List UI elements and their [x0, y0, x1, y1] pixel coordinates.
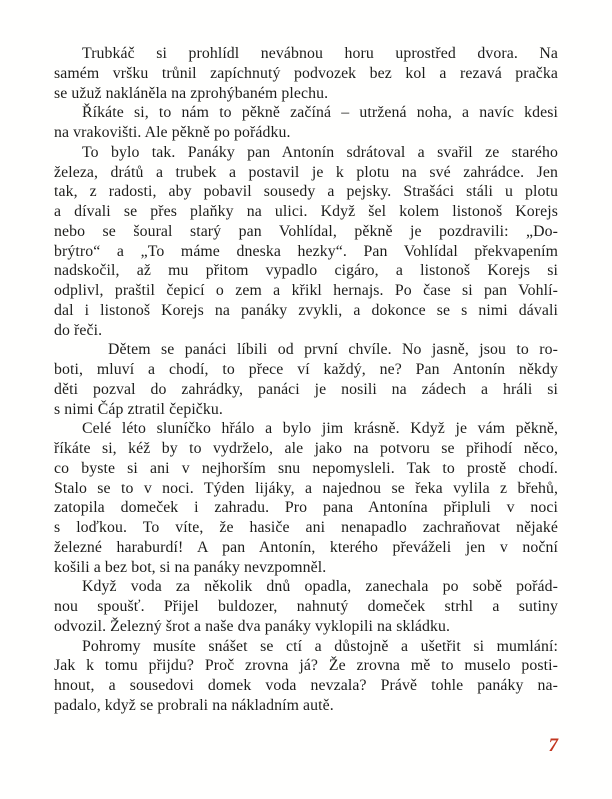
text-line: samém vršku trůnil zapíchnutý podvozek bez kol a rezavá pračka — [54, 64, 558, 82]
text-line: Celé léto sluníčko hřálo a bylo jim krásně. Když je vám pěkně, — [82, 420, 558, 438]
text-line: zatopila domeček i zahradu. Pro pana Antonína připluli v noci — [54, 499, 558, 517]
paragraph — [54, 419, 558, 577]
text-line: tak, z radosti, aby pobavil sousedy a pejsky. Strašáci stáli u plotu — [54, 183, 558, 201]
text-line: hnout, a sousedovi domek voda nevzala? Právě tohle panáky na- — [54, 677, 558, 694]
text-line: brýtro“ a „To máme dneska hezky“. Pan Vohlídal překvapením — [54, 242, 558, 260]
text-line: s nimi Čáp ztratil čepičku. — [54, 400, 223, 418]
page-number: 7 — [548, 735, 558, 756]
text-line: padalo, když se probrali na nákladním autě. — [54, 696, 334, 714]
text-line: dal i listonoš Korejs na panáky zvykli, a dokonce se s nimi dávali — [54, 301, 558, 319]
text-line: nebo se šoural starý pan Vohlídal, pěkně je pozdravili: „Do- — [54, 222, 558, 240]
text-line: a dívali se přes plaňky na ulici. Když šel kolem listonoš Korejs — [54, 203, 558, 220]
text-line: co byste si ani v nejhorším snu nepomysleli. Tak to prostě chodí. — [54, 459, 558, 477]
paragraph — [54, 103, 558, 143]
text-line: odplivl, praštil čepicí o zem a křikl hernajs. Po čase si pan Vohlí- — [54, 282, 558, 299]
text-line: To bylo tak. Panáky pan Antonín sdrátoval a svařil ze starého — [82, 143, 558, 161]
text-line: říkáte si, kéž by to vydrželo, ale jako na potvoru se přihodí něco, — [54, 440, 558, 457]
text-line: Říkáte si, to nám to pěkně začíná – utržená noha, a navíc kdesi — [82, 104, 558, 122]
text-line: Pohromy musíte snášet se ctí a důstojně a ušetřit si mumlání: — [82, 637, 558, 655]
text-line: s loďkou. To víte, že hasiče ani nenapadlo zachraňovat nějaké — [54, 519, 558, 536]
text-line: železa, drátů a trubek a postavil je k plotu na své zahrádce. Jen — [54, 163, 558, 181]
text-line: železné haraburdí! A pan Antonín, kterého převáželi jen v noční — [54, 538, 558, 556]
text-block — [54, 44, 558, 716]
text-line: se užuž nakláněla na zprohýbaném plechu. — [54, 84, 329, 102]
text-line: děti pozval do zahrádky, panáci je nosili na zádech a hráli si — [54, 380, 558, 398]
text-line: do řeči. — [54, 321, 103, 339]
text-line: Dětem se panáci líbili od první chvíle. No jasně, jsou to ro- — [108, 341, 558, 359]
text-line: na vrakovišti. Ale pěkně po pořádku. — [54, 124, 291, 141]
text-line: košili a bez bot, si na panáky nevzpomněl. — [54, 558, 327, 576]
text-line: nadskočil, až mu přitom vypadlo cigáro, a listonoš Korejs si — [54, 262, 558, 280]
text-line: Stalo se to v noci. Týden lijáky, a najednou se řeka vylila z břehů, — [54, 479, 558, 497]
paragraph — [54, 577, 558, 636]
text-line: Když voda za několik dnů opadla, zanechala po sobě pořád- — [82, 578, 558, 596]
paragraph — [54, 44, 558, 103]
text-line: boti, mluví a chodí, to přece ví každý, ne? Pan Antonín někdy — [54, 361, 558, 378]
text-line: nou spoušť. Přijel buldozer, nahnutý domeček strhl a sutiny — [54, 598, 558, 615]
text-line: Trubkáč si prohlídl nevábnou horu uprostřed dvora. Na — [82, 45, 558, 62]
paragraph — [54, 143, 558, 341]
paragraph — [54, 340, 558, 419]
text-line: odvozil. Železný šrot a naše dva panáky vyklopili na skládku. — [54, 617, 451, 635]
paragraph — [54, 637, 558, 716]
text-line: Jak k tomu přijdu? Proč zrovna já? Že zrovna mě to muselo posti- — [54, 657, 558, 675]
